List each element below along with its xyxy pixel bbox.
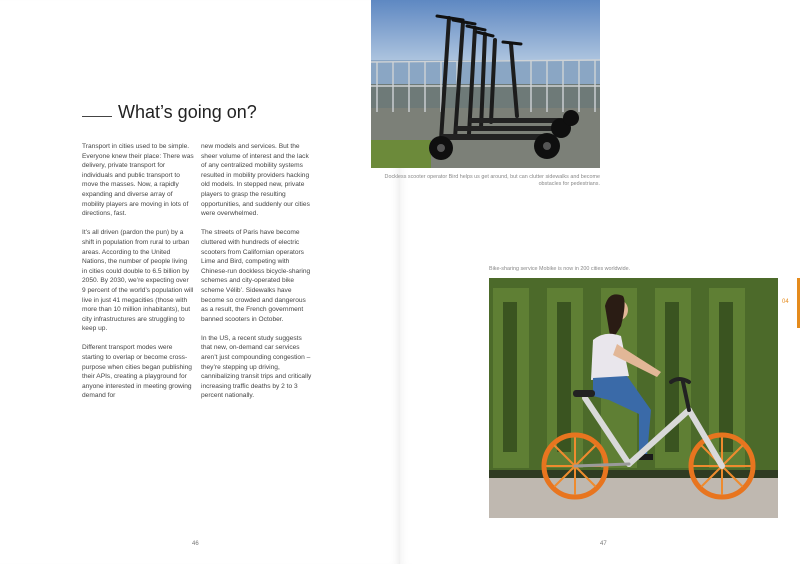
paragraph: It’s all driven (pardon the pun) by a shift in population from rural to urban areas. According to the United Nations, the number of people living in cities could double to 6.5 billion by 2050. By 2030, we’re expecting over 9 percent of the world’s population will live in just 41 megacities (those with more than 10 million inhabitants), but city infrastructures are struggling to keep up. bbox=[82, 229, 194, 333]
page-number-left: 46 bbox=[192, 541, 199, 547]
text-column-2 bbox=[201, 142, 313, 411]
bike-photo-caption: Bike-sharing service Mobike is now in 200 cities worldwide. bbox=[489, 266, 631, 272]
heading-rule bbox=[82, 116, 112, 117]
page-number-right: 47 bbox=[600, 541, 607, 547]
text-column-1 bbox=[82, 142, 194, 411]
paragraph: Different transport modes were starting to overlap or become cross-purpose when cities began publishing their APIs, creating a playground for anyone interested in meeting growing demand for bbox=[82, 344, 192, 400]
paragraph: In the US, a recent study suggests that new, on-demand car services aren’t just compounding congestion – they’re stepping up driving, cannibalizing transit trips and critically increasing traffic deaths by 2 to 3 percent nationally. bbox=[201, 334, 312, 400]
bike-photo bbox=[489, 278, 778, 518]
paragraph: The streets of Paris have become cluttered with hundreds of electric scooters from Californian operators Lime and Bird, competing with Chinese-run dockless bicycle-sharing schemes and city-operated bike scheme Vélib’. Sidewalks have become so crowded and dangerous as a result, the French government banned scooters in October. bbox=[201, 229, 311, 323]
scooter-photo-caption: Dockless scooter operator Bird helps us get around, but can clutter sidewalks and become obstacles for pedestrians. bbox=[384, 174, 600, 187]
paragraph: Transport in cities used to be simple. Everyone knew their place: There was delivery, private transport for individuals and public transport to move the masses. Now, a rapidly expanding and diverse array of mobility players are moving in lots of directions, fast. bbox=[82, 143, 194, 218]
scooter-photo bbox=[371, 0, 600, 168]
section-tab-number: 04 bbox=[782, 299, 789, 305]
page-heading: What’s going on? bbox=[118, 102, 257, 122]
paragraph: new models and services. But the sheer volume of interest and the lack of any centralized mobility systems resulted in mobility providers hacking old models. In stepped new, private players to grasp the resulting opportunities, and suddenly our cities were overwhelmed. bbox=[201, 143, 310, 218]
